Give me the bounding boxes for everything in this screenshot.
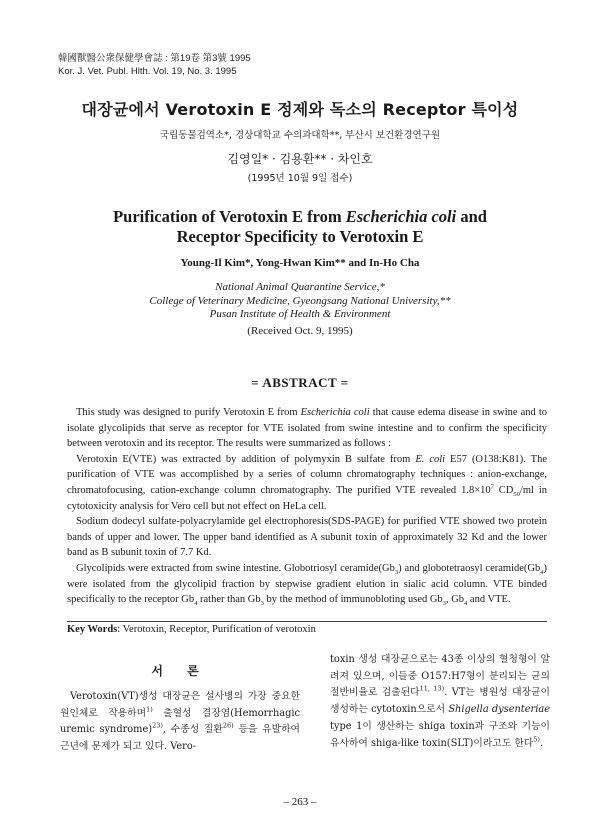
text-run: Verotoxin E(VTE) was extracted by addition of polymyxin B sulfate from	[76, 453, 416, 465]
text-run: . VT는 병원성 대장균이 생성하는 cytotoxin으로서	[330, 687, 551, 716]
intro-paragraph	[60, 689, 300, 756]
text-run: Verotoxin(VT)생성 대장균은 설사병의 가장 중요한 원인체로 작용하며	[60, 691, 300, 719]
korean-received-date: (1995년 10월 9일 접수)	[247, 173, 353, 184]
citation: 26)	[222, 722, 234, 731]
species-name: E. coli	[415, 453, 446, 465]
citation: 1)	[146, 705, 153, 714]
subscript: 3	[260, 600, 264, 608]
species-name: Shigella dysenteriae	[448, 704, 550, 716]
text-run: , 수종성 질환	[162, 724, 223, 736]
intro-paragraph-continued	[330, 652, 550, 752]
citation: 23)	[152, 722, 163, 731]
english-authors: Young-Il Kim*, Yong-Hwan Kim** and In-Ho Cha	[180, 257, 420, 269]
abstract-body	[67, 405, 547, 608]
english-title-line-1	[0, 207, 600, 227]
english-title-text: and	[456, 207, 487, 226]
english-affiliations	[0, 281, 600, 322]
text-run: , Gb	[445, 594, 465, 606]
affiliation-line-1: National Animal Quarantine Service,*	[215, 281, 385, 293]
species-name: Escherichia coli	[300, 407, 370, 418]
introduction-heading: 서 론	[151, 664, 209, 678]
subscript: 3	[394, 569, 399, 577]
superscript: 7	[490, 483, 494, 491]
citation: 5)	[533, 735, 540, 744]
text-run: type 1이 생산하는 shiga toxin과 구조와 기능이 유사하여 shiga-like toxin(SLT)이라고도 한다	[330, 720, 550, 749]
text-run: Glycolipids were extracted from swine intestine. Globotriosyl ceramide(Gb	[76, 562, 395, 574]
text-run: 등을 유발하여 근년에 문제가 되고 있다. Vero-	[60, 724, 301, 753]
english-title-line-2: Receptor Specificity to Verotoxin E	[176, 227, 424, 246]
abstract-paragraph-1	[67, 405, 547, 452]
page-number: – 263 –	[283, 796, 317, 808]
journal-line-korean: 韓國獸醫公衆保健學會誌 : 第19卷 第3號 1995	[58, 53, 251, 64]
introduction-left-column	[60, 689, 300, 756]
subscript: 4	[540, 569, 544, 577]
text-run: by the method of immunobloting used Gb	[263, 594, 443, 606]
text-run: 출혈성 결장염(Hemorrhagic uremic syndrome)	[60, 707, 300, 736]
abstract-heading: = ABSTRACT =	[251, 375, 349, 390]
abstract-paragraph-4	[67, 561, 547, 608]
text-run: rather than Gb	[197, 594, 261, 606]
english-title-species: Escherichia coli	[345, 207, 457, 226]
korean-authors: 김영일* · 김용환** · 차인호	[227, 152, 373, 166]
abstract-paragraph-3: Sodium dodecyl sulfate-polyacrylamide gel electrophoresis(SDS-PAGE) for purified VTE showed two protein bands of upper and lower. The upper band identified as A subunit toxin of approximately 32 Kd and the lower band as B subunit toxin of 7.7 Kd.	[67, 516, 547, 559]
subscript: 4	[194, 600, 198, 608]
keywords-label: Key Words	[67, 624, 118, 635]
text-run: ) were isolated from the glycolipid fraction by stepwise gradient elution in sialic acid column. VTE binded specifically to the receptor Gb	[67, 562, 547, 606]
keywords	[67, 621, 547, 635]
english-received-date: (Received Oct. 9, 1995)	[247, 325, 353, 337]
text-run: toxin 생성 대장균으로는 43종 이상의 혈청형이 알려져 있으며, 이들중 O157:H7형이 분리되는 균의 절반비율로 검출된다	[330, 654, 550, 699]
journal-header	[58, 52, 251, 78]
subscript: 50	[513, 491, 520, 499]
text-run: ) and globotetraosyl ceramide(Gb	[398, 562, 541, 574]
citation: 11, 13)	[419, 685, 445, 694]
text-run: E57 (O138:K81). The purification of VTE was accomplished by a series of column chromatography techniques : anion-exchange, chromatofocusing, cation-exchange column chromatography. The purified VTE revealed 1.8×10	[67, 453, 547, 496]
introduction-right-column	[330, 652, 550, 752]
text-run: and VTE.	[467, 594, 511, 606]
affiliation-line-3: Pusan Institute of Health & Environment	[209, 308, 391, 320]
affiliation-line-2: College of Veterinary Medicine, Gyeongsang National University,**	[149, 294, 451, 307]
subscript: 3	[442, 600, 446, 608]
keywords-text: : Verotoxin, Receptor, Purification of verotoxin	[117, 624, 316, 635]
text-run: /ml in cytotoxicity analysis for Vero cell but not effect on HeLa cell.	[67, 484, 548, 512]
english-title-text: Purification of Verotoxin E from	[113, 207, 346, 226]
korean-title: 대장균에서 Verotoxin E 정제와 독소의 Receptor 특이성	[81, 100, 519, 119]
abstract-paragraph-2	[67, 452, 547, 514]
korean-affiliation: 국립동물검역소*, 경상대학교 수의과대학**, 부산시 보건환경연구원	[159, 130, 441, 141]
journal-line-english: Kor. J. Vet. Publ. Hlth. Vol. 19, No. 3. 1995	[58, 66, 237, 77]
text-run: This study was designed to purify Verotoxin E from	[76, 407, 301, 418]
english-title	[0, 207, 600, 247]
subscript: 4	[464, 600, 468, 608]
text-run: that cause edema disease in swine and to isolate glycolipids that serve as receptor for VTE isolated from swine intestine and to confirm the specificity between verotoxin and its receptor. The results were summarized as follows :	[67, 407, 548, 450]
text-run: CD	[493, 484, 514, 496]
text-run: .	[539, 737, 544, 749]
